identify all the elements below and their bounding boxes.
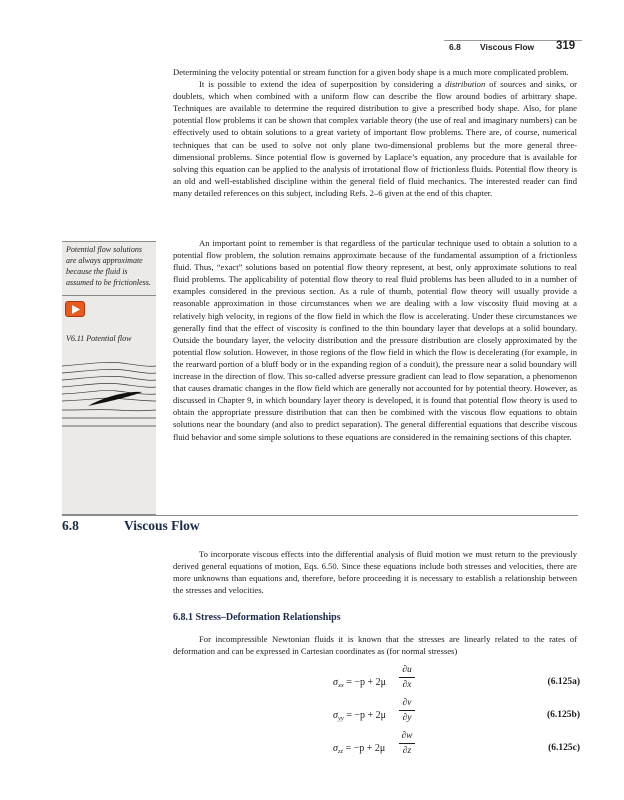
video-sidebar[interactable] bbox=[62, 295, 156, 515]
video-label: V6.11 Potential flow bbox=[66, 334, 132, 343]
body-text-stress bbox=[173, 633, 577, 657]
equation-6-125b: $\sigma_{yy} = -p + 2\mu$ ∂v ∂y (6.125b) bbox=[333, 698, 580, 723]
play-icon[interactable] bbox=[65, 301, 85, 317]
paragraph-4: To incorporate viscous effects into the differential analysis of fluid motion we must return to the previously derived general equations of motion, Eqs. 6.50. Since these equations include both stresses and velocities, there are more unknowns than equations and, therefore, before proceeding it is necessary to establish a relationship between the stresses and velocities. bbox=[173, 549, 577, 596]
streamline-thumbnail bbox=[62, 358, 156, 448]
body-text-middle bbox=[173, 237, 577, 443]
section-number: 6.8 bbox=[62, 518, 79, 533]
running-header-title: Viscous Flow bbox=[480, 42, 535, 52]
page-number: 319 bbox=[556, 40, 576, 52]
equation-label: (6.125b) bbox=[547, 710, 580, 720]
paragraph-3: An important point to remember is that regardless of the particular technique used to obtain a solution to a potential flow problem, the solution remains approximate because of the fundamental assumption of a frictionless fluid. Thus, “exact” solutions based on potential flow theory represent, at best, only approximate solutions to real fluid problems. The applicability of potential flow theory to real fluid problems has been alluded to in a number of examples considered in the previous section. As a rule of thumb, potential flow theory will usually provide a reasonable approximation in those circumstances when we are dealing with a low viscosity fluid moving at a relatively high velocity, in regions of the flow field in which the flow is accelerating. Under these circumstances we generally find that the effect of viscosity is confined to the thin boundary layer that develops at a solid boundary. Outside the boundary layer, the velocity distribution and the pressure distribution are closely approximated by the potential flow solution. However, in those regions of the flow field in which the flow is decelerating (for example, in the rearward portion of a bluff body or in the expanding region of a conduit), the pressure near a solid boundary will increase in the direction of flow. This so-called adverse pressure gradient can lead to flow separation, a phenomenon that causes dramatic changes in the flow field which are generally not accounted for by potential theory. However, as discussed in Chapter 9, in which boundary layer theory is developed, it is found that potential flow theory is used to obtain the appropriate pressure distribution that can then be combined with the viscous flow equations to obtain solutions near the boundary (and also to predict separation). The general differential equations that describe viscous fluid behavior and some simple solutions to these equations are considered in the remaining sections of this chapter. bbox=[173, 238, 577, 442]
paragraph-1: Determining the velocity potential or stream function for a given body shape is a much more complicated problem. bbox=[173, 67, 569, 77]
running-header-section: 6.8 bbox=[449, 42, 461, 52]
paragraph-5: For incompressible Newtonian fluids it is known that the stresses are linearly related to the rates of deformation and can be expressed in Cartesian coordinates as (for normal stresses) bbox=[173, 634, 577, 657]
equation-label: (6.125a) bbox=[547, 677, 580, 687]
equation-label: (6.125c) bbox=[548, 743, 580, 753]
body-text-top bbox=[173, 66, 577, 199]
equation-6-125a: $\sigma_{xx} = -p + 2\mu$ ∂u ∂x (6.125a) bbox=[333, 665, 580, 690]
emphasis-distribution: distribution bbox=[445, 79, 486, 90]
body-text-viscous bbox=[173, 548, 577, 596]
subsection-title: 6.8.1 Stress–Deformation Relationships bbox=[173, 612, 341, 623]
paragraph-2: It is possible to extend the idea of superposition by considering a distribution of sources and sinks, or doublets, which when combined with a uniform flow can describe the flow around bodies of arbitrary shape. Techniques are available to determine the required distribution to give a prescribed body shape. Also, for plane potential flow problems it can be shown that complex variable theory (the use of real and imaginary numbers) can be effectively used to obtain solutions to a great variety of important flow problems. There are, of course, numerical techniques that can be used to solve not only plane two-dimensional problems but the more general three-dimensional problems. Since potential flow is governed by Laplace’s equation, any procedure that is available for solving this equation can be applied to the analysis of irrotational flow of frictionless fluids. Potential flow theory is an old and well-established discipline within the general field of fluid mechanics. The interested reader can find many detailed references on this subject, including Refs. 2–6 given at the end of this chapter. bbox=[173, 79, 578, 198]
section-rule bbox=[62, 515, 578, 516]
margin-note: Potential flow solutions are always approximate because the fluid is assumed to be frictionless. bbox=[62, 241, 156, 305]
equation-6-125c: $\sigma_{zz} = -p + 2\mu$ ∂w ∂z (6.125c) bbox=[333, 731, 580, 756]
section-title: Viscous Flow bbox=[124, 518, 200, 533]
